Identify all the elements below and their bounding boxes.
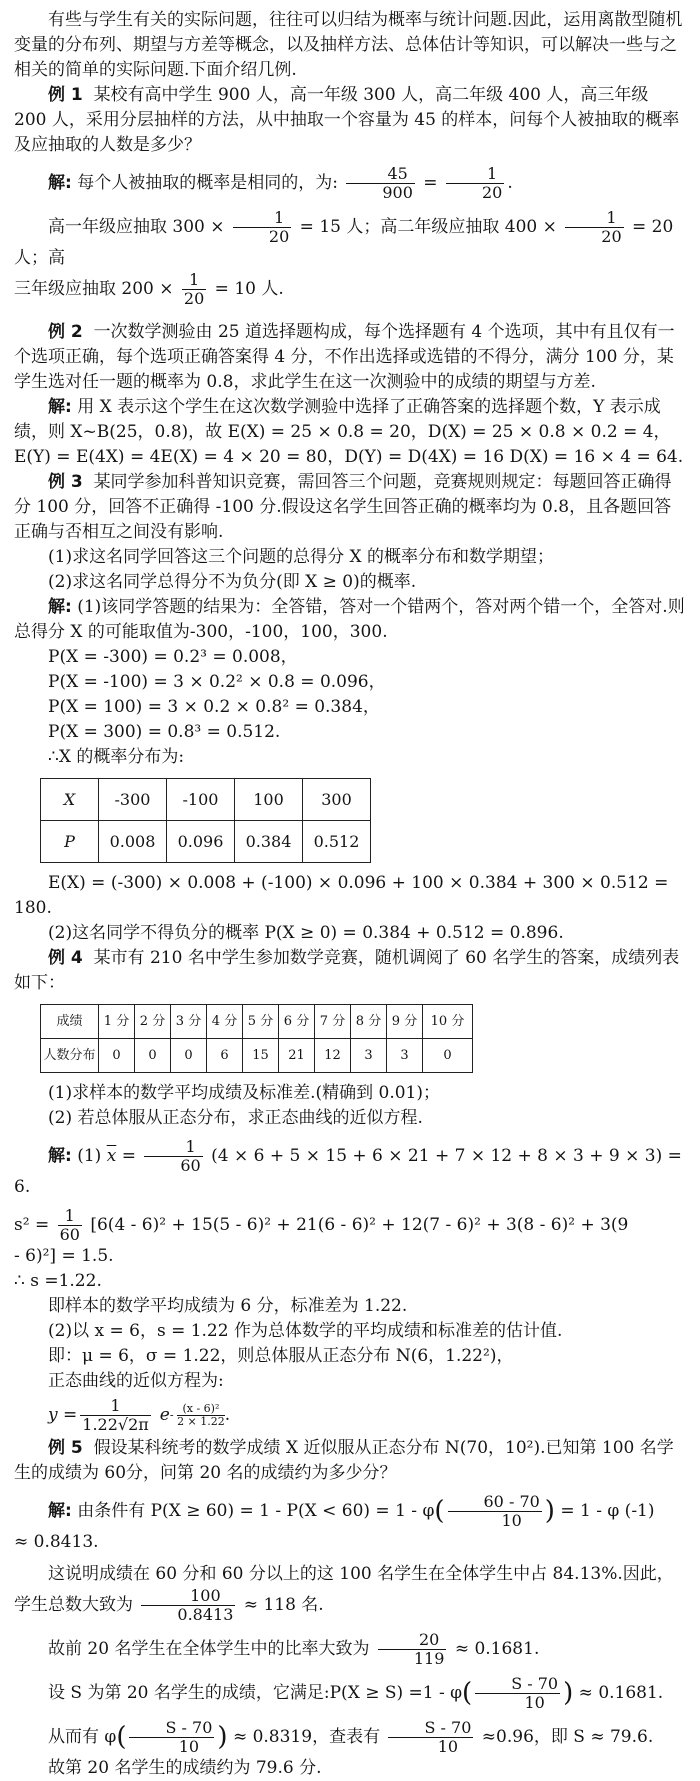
probability-line-1: P(X = -300) = 0.2³ = 0.008， xyxy=(48,647,298,667)
table-cell: -300 xyxy=(99,779,167,821)
example-4-answer-2b: 即：μ = 6，σ = 1.22，则总体服从正态分布 N(6，1.22²)， xyxy=(48,1346,514,1366)
table-cell: 100 xyxy=(235,779,303,821)
probability-line-4: P(X = 300) = 0.8³ = 0.512. xyxy=(48,722,281,742)
table-cell: 0 xyxy=(135,1039,171,1073)
text-segment: = 15 人；高二年级应抽取 400 × xyxy=(299,217,557,237)
table-cell: 3 xyxy=(351,1039,387,1073)
example-2-text: 一次数学测验由 25 道选择题构成，每个选择题有 4 个选项，其中有且仅有一个选项正确，每个选项正确答案得 4 分，不作出选择或选错的不得分，满分 100 分，某学生选对任一题的概率为 0.8，求此学生在这一次测验中的成绩的期望与方差. xyxy=(14,322,675,392)
table-cell: 6 xyxy=(207,1039,243,1073)
table-cell: 0.008 xyxy=(99,821,167,863)
table-cell: 12 xyxy=(315,1039,351,1073)
example-1-problem xyxy=(14,83,686,158)
table-cell: 6 分 xyxy=(279,1005,315,1039)
text-segment: 三年级应抽取 200 × xyxy=(14,279,174,299)
text-segment: = xyxy=(121,1146,136,1166)
fraction-45-900 xyxy=(346,165,415,202)
text-segment: ≈ 0.1681. xyxy=(454,1639,540,1659)
example-1-solution-label: 解: xyxy=(48,173,72,193)
table-cell: X xyxy=(41,779,99,821)
fraction-1-20 xyxy=(446,165,504,202)
text-segment: ≈0.96，即 S ≈ 79.6. xyxy=(481,1727,654,1747)
table-cell: P xyxy=(41,821,99,863)
example-5-solution-line-1 xyxy=(14,1493,686,1530)
example-3-solution-text: (1)该同学答题的结果为：全答错，答对一个错两个，答对两个错一个，全答对.则总得分 X 的可能取值为-300，-100，100，300. xyxy=(14,597,685,642)
example-5-label: 例 5 xyxy=(48,1438,83,1458)
table-cell: 300 xyxy=(303,779,371,821)
text-segment: ≈ 118 名. xyxy=(243,1595,324,1615)
exponent: - $\frac{\text{(x - 6)²}}{2 \times 1.22}$ xyxy=(169,1401,225,1428)
text-segment: = 1 - φ (-1) xyxy=(560,1501,655,1521)
fraction-denominator: 20 xyxy=(481,183,503,202)
example-3-label: 例 3 xyxy=(48,472,83,492)
example-5-conclusion: 故第 20 名学生的成绩约为 79.6 分. xyxy=(48,1758,322,1778)
example-4-question-2: (2) 若总体服从正态分布，求正态曲线的近似方程. xyxy=(48,1108,423,1128)
table-cell: 8 分 xyxy=(351,1005,387,1039)
mean-symbol: $\overline{x}$ xyxy=(106,1146,117,1166)
example-4-answer-2: (2)以 x = 6，s = 1.22 作为总体数学的平均成绩和标准差的估计值. xyxy=(48,1321,563,1341)
fraction xyxy=(475,1675,560,1712)
fraction-numerator: S - 70 xyxy=(388,1719,473,1738)
distribution-table xyxy=(40,778,371,863)
text-segment: y = xyxy=(48,1404,78,1425)
fraction-denominator: 0.8413 xyxy=(177,1605,234,1624)
normal-curve-formula xyxy=(14,1394,686,1436)
variance-formula-end: - 6)²] = 1.5. xyxy=(14,1246,114,1266)
text-segment: 这说明成绩在 60 分和 60 分以上的这 100 名学生在全体学生中占 84.13%.因此，学生总数大致为 xyxy=(14,1564,674,1615)
table-cell: 10 分 xyxy=(423,1005,473,1039)
fraction-1-20 xyxy=(233,209,291,246)
example-5-solution-line-6 xyxy=(14,1719,686,1756)
fraction-numerator: 1 xyxy=(144,1138,202,1157)
fraction xyxy=(129,1719,214,1756)
fraction xyxy=(448,1493,542,1530)
example-5-problem xyxy=(14,1436,686,1486)
table-row xyxy=(41,1039,473,1073)
example-4-solution-label: 解: xyxy=(48,1146,72,1166)
example-3-solution-label: 解: xyxy=(48,597,72,617)
fraction-1-20 xyxy=(182,271,206,308)
table-row xyxy=(41,779,371,821)
table-cell: 15 xyxy=(243,1039,279,1073)
example-1-solution: 解: 每个人被抽取的概率是相同的，为: $\frac{45}{900}$ = $\frac{1}{20}$ . xyxy=(48,164,513,202)
fraction xyxy=(378,1631,447,1668)
example-5-solution-line-2: ≈ 0.8413. xyxy=(14,1532,99,1552)
example-3-question-2: (2)求这名同学总得分不为负分(即 X ≥ 0)的概率. xyxy=(48,572,417,592)
exponent-numerator: (x - 6)² xyxy=(177,1403,225,1416)
text-segment: = 10 人. xyxy=(214,279,284,299)
fraction-denominator: 10 xyxy=(437,1737,459,1756)
curve-title: 正态曲线的近似方程为: xyxy=(48,1371,224,1391)
example-2-solution-text: 用 X 表示这个学生在这次数学测验中选择了正确答案的选择题个数，Y 表示成绩，则 X~B(25，0.8)，故 E(X) = 25 × 0.8 = 20，D(X) = 25 × 0.8 × 0.2 = 4，E(Y) = E(4X) = 4E(X) = 4 × 20 = 80，D(Y) = D(4X) = 16 D(X) = 16 × 4 = 64. xyxy=(14,397,684,467)
fraction-numerator: 100 xyxy=(141,1587,235,1606)
expectation-line: E(X) = (-300) × 0.008 + (-100) × 0.096 + 100 × 0.384 + 300 × 0.512 = 180. xyxy=(14,873,669,918)
fraction-numerator: S - 70 xyxy=(129,1719,214,1738)
fraction-1-60 xyxy=(144,1138,202,1175)
fraction-denominator: 20 xyxy=(601,227,622,246)
table-cell: 5 分 xyxy=(243,1005,279,1039)
fraction-denominator: 20 xyxy=(183,289,205,308)
text-segment: = 20 人；高 xyxy=(14,217,674,268)
example-2-problem xyxy=(14,320,686,395)
table-cell: 4 分 xyxy=(207,1005,243,1039)
example-5-text: 假设某科统考的数学成绩 X 近似服从正态分布 N(70，10²).已知第 100 名学生的成绩为 60分，问第 20 名的成绩约为多少分？ xyxy=(14,1438,674,1483)
example-1-solution-text: 每个人被抽取的概率是相同的，为: xyxy=(77,173,338,193)
example-1-line-2 xyxy=(14,209,686,271)
std-line: ∴ s =1.22. xyxy=(14,1271,102,1291)
example-1-text: 某校有高中学生 900 人，高一年级 300 人，高二年级 400 人，高三年级 200 人，采用分层抽样的方法，从中抽取一个容量为 45 的样本，问每个人被抽取的概率及应抽取的人数是多少？ xyxy=(14,85,680,155)
example-4-label: 例 4 xyxy=(48,948,83,968)
fraction-denominator: 60 xyxy=(59,1225,80,1244)
right-paren: ) xyxy=(544,1496,555,1526)
fraction-numerator: 45 xyxy=(346,165,415,184)
example-5-solution-label: 解: xyxy=(48,1501,72,1521)
example-1-label: 例 1 xyxy=(48,85,83,105)
table-cell: 0 xyxy=(99,1039,135,1073)
text-segment: ≈ 0.1681. xyxy=(578,1683,664,1703)
table-cell: 0 xyxy=(423,1039,473,1073)
table-cell: 21 xyxy=(279,1039,315,1073)
table-cell: 0 xyxy=(171,1039,207,1073)
fraction-numerator: 1 xyxy=(233,209,291,228)
right-paren: ) xyxy=(217,1722,228,1752)
table-row xyxy=(41,821,371,863)
variance-formula xyxy=(14,1207,686,1244)
example-4-question-1: (1)求样本的数学平均成绩及标准差.(精确到 0.01)； xyxy=(48,1083,441,1103)
score-table xyxy=(40,1004,473,1073)
fraction-1-20 xyxy=(565,209,623,246)
fraction-numerator: 1 xyxy=(80,1397,151,1416)
table-cell: 0.512 xyxy=(303,821,371,863)
table-cell: 7 分 xyxy=(315,1005,351,1039)
text-segment: 从而有 φ xyxy=(48,1727,117,1747)
fraction-numerator: 1 xyxy=(182,271,206,290)
fraction-denominator: 20 xyxy=(268,227,290,246)
fraction-numerator: S - 70 xyxy=(475,1675,560,1694)
fraction-numerator: 1 xyxy=(446,165,504,184)
fraction-denominator: 900 xyxy=(382,183,413,202)
fraction-numerator: 1 xyxy=(565,209,623,228)
fraction-denominator: 10 xyxy=(524,1693,545,1712)
table-cell: 2 分 xyxy=(135,1005,171,1039)
fraction-numerator: 20 xyxy=(378,1631,447,1650)
text-segment: . xyxy=(224,1404,231,1425)
table-cell: 9 分 xyxy=(387,1005,423,1039)
fraction-denominator: 60 xyxy=(180,1156,201,1175)
example-4-text: 某市有 210 名中学生参加数学竞赛，随机调阅了 60 名学生的答案，成绩列表如下： xyxy=(14,948,680,993)
example-3-text: 某同学参加科普知识竞赛，需回答三个问题，竞赛规则规定：每题回答正确得分 100 分，回答不正确得 -100 分.假设这名学生回答正确的概率均为 0.8，且各题回答正确与否相互之间没有影响. xyxy=(14,472,672,542)
text-segment: 高一年级应抽取 300 × xyxy=(48,217,225,237)
fraction-denominator: 1.22√2π xyxy=(82,1414,149,1434)
text-segment: [6(4 - 6)² + 15(5 - 6)² + 21(6 - 6)² + 12(7 - 6)² + 3(8 - 6)² + 3(9 xyxy=(90,1215,629,1235)
left-paren: ( xyxy=(116,1722,127,1752)
fraction-numerator: 1 xyxy=(58,1207,82,1226)
text-segment: 故前 20 名学生在全体学生中的比率大致为 xyxy=(48,1639,370,1659)
example-3-solution xyxy=(14,595,686,645)
table-cell: 3 xyxy=(387,1039,423,1073)
text-segment: (4 × 6 + 5 × 15 + 6 × 21 + 7 × 12 + 8 × 3 + 9 × 3) = 6. xyxy=(14,1146,682,1197)
left-paren: ( xyxy=(462,1678,473,1708)
mean-formula xyxy=(14,1138,686,1200)
text-segment: e xyxy=(159,1404,170,1425)
fraction xyxy=(141,1587,235,1624)
table-cell: -100 xyxy=(167,779,235,821)
exponent-denominator: 2 × 1.22 xyxy=(177,1414,225,1428)
intro-paragraph: 有些与学生有关的实际问题，往往可以归结为概率与统计问题.因此，运用离散型随机变量的分布列、期望与方差等概念，以及抽样方法、总体估计等知识，可以解决一些与之相关的简单的实际问题.下面介绍几例. xyxy=(14,10,683,80)
table-row xyxy=(41,1005,473,1039)
example-3-question-1: (1)求这名同学回答这三个问题的总得分 X 的概率分布和数学期望； xyxy=(48,547,554,567)
example-5-solution-line-3 xyxy=(14,1562,686,1624)
table-cell: 3 分 xyxy=(171,1005,207,1039)
example-2-label: 例 2 xyxy=(48,322,83,342)
example-5-solution-line-4 xyxy=(14,1631,686,1668)
mean-result: 即样本的数学平均成绩为 6 分，标准差为 1.22. xyxy=(48,1296,408,1316)
example-3-problem xyxy=(14,470,686,545)
fraction xyxy=(388,1719,473,1756)
fraction-denominator: 10 xyxy=(501,1511,522,1530)
probability-line-2: P(X = -100) = 3 × 0.2² × 0.8 = 0.096， xyxy=(48,672,386,692)
text-segment: 设 S 为第 20 名学生的成绩，它满足:P(X ≥ S) =1 - φ xyxy=(48,1683,463,1703)
fraction-numerator: 60 - 70 xyxy=(448,1493,542,1512)
example-4-problem xyxy=(14,946,686,996)
text-segment: 由条件有 P(X ≥ 60) = 1 - P(X < 60) = 1 - φ xyxy=(77,1501,435,1521)
text-segment: s² = xyxy=(14,1215,50,1235)
right-paren: ) xyxy=(563,1678,574,1708)
table-cell: 0.384 xyxy=(235,821,303,863)
left-paren: ( xyxy=(434,1496,445,1526)
fraction-curve xyxy=(80,1397,151,1434)
example-5-solution-line-5 xyxy=(14,1675,686,1712)
table-cell: 人数分布 xyxy=(41,1039,99,1073)
text-segment: (1) xyxy=(77,1146,102,1166)
fraction-denominator: 119 xyxy=(413,1649,445,1668)
probability-line-3: P(X = 100) = 3 × 0.2 × 0.8² = 0.384， xyxy=(48,697,380,717)
table-cell: 1 分 xyxy=(99,1005,135,1039)
table-cell: 0.096 xyxy=(167,821,235,863)
fraction-1-60 xyxy=(58,1207,82,1244)
example-2-solution-label: 解: xyxy=(48,397,72,417)
text-segment: ≈ 0.8319，查表有 xyxy=(232,1727,381,1747)
example-3-answer-2: (2)这名同学不得负分的概率 P(X ≥ 0) = 0.384 + 0.512 = 0.896. xyxy=(48,923,564,943)
table-cell: 成绩 xyxy=(41,1005,99,1039)
example-2-solution xyxy=(14,395,686,470)
fraction-denominator: 10 xyxy=(178,1737,200,1756)
distribution-title: ∴X 的概率分布为: xyxy=(48,747,185,767)
example-1-line-3 xyxy=(14,271,686,308)
